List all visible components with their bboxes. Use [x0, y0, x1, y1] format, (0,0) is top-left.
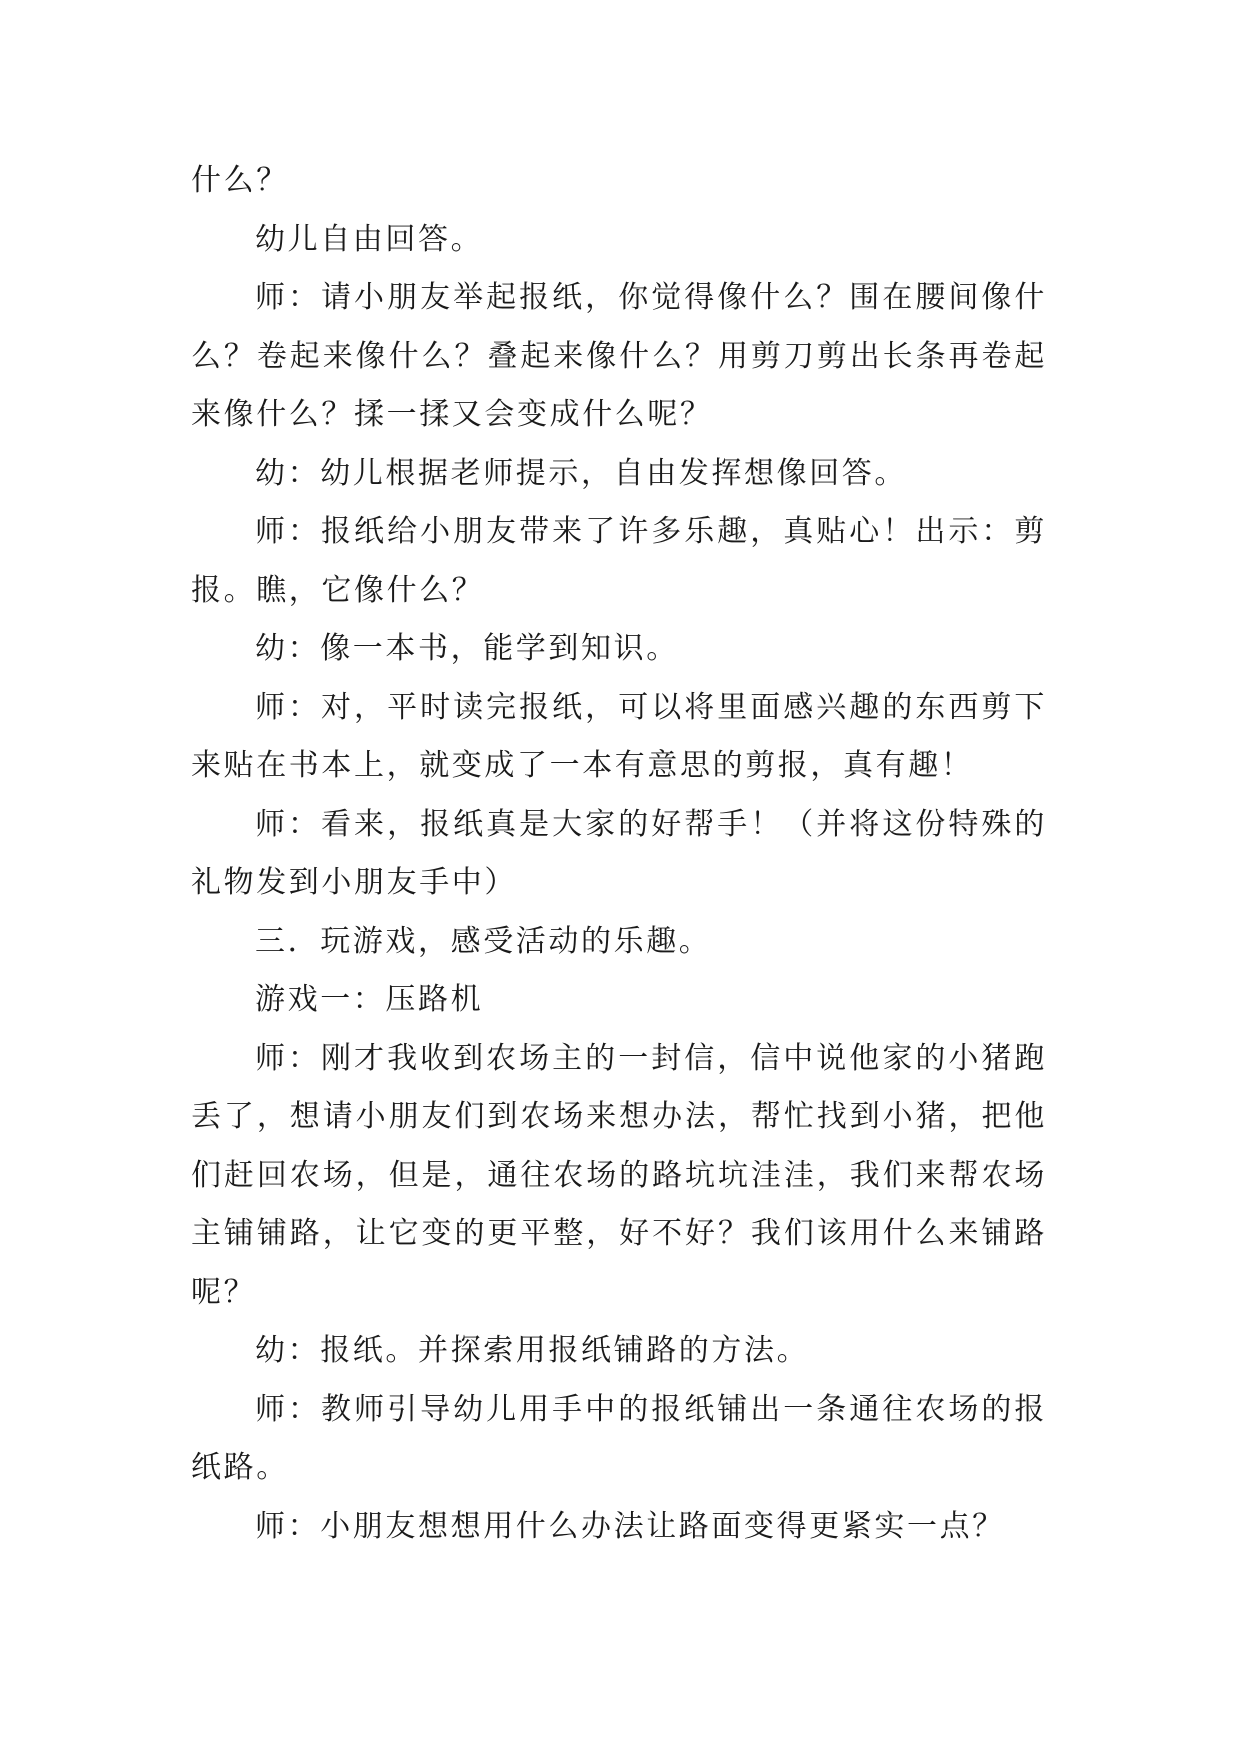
- paragraph-teacher-clipping-explain: 师：对，平时读完报纸，可以将里面感兴趣的东西剪下来贴在书本上，就变成了一本有意思的剪报，真有趣！: [191, 689, 1047, 783]
- paragraph-child-book: 幼：像一本书，能学到知识。: [255, 631, 679, 666]
- paragraph-continuation: 什么？: [191, 163, 289, 198]
- document-body: [191, 152, 1047, 1556]
- paragraph-child-answer: 幼儿自由回答。: [255, 221, 484, 257]
- game-title-roller: 游戏一：压路机: [255, 982, 484, 1017]
- paragraph-teacher-helper: 师：看来，报纸真是大家的好帮手！（并将这份特殊的礼物发到小朋友手中）: [191, 806, 1047, 900]
- section-heading-games: 三．玩游戏，感受活动的乐趣。: [255, 923, 712, 959]
- paragraph-teacher-firm-road: 师：小朋友想想用什么办法让路面变得更紧实一点？: [255, 1508, 1005, 1544]
- paragraph-teacher-question: 师：请小朋友举起报纸，你觉得像什么？围在腰间像什么？卷起来像什么？叠起来像什么？用剪刀剪出长条再卷起来像什么？揉一揉又会变成什么呢？: [191, 280, 1047, 432]
- paragraph-teacher-guide: 师：教师引导幼儿用手中的报纸铺出一条通往农场的报纸路。: [191, 1391, 1047, 1485]
- paragraph-teacher-clipping: 师：报纸给小朋友带来了许多乐趣，真贴心！出示：剪报。瞧，它像什么？: [191, 514, 1047, 608]
- paragraph-child-newspaper: 幼：报纸。并探索用报纸铺路的方法。: [255, 1333, 810, 1368]
- paragraph-child-imagine: 幼：幼儿根据老师提示，自由发挥想像回答。: [255, 455, 907, 491]
- paragraph-teacher-farm-story: 师：刚才我收到农场主的一封信，信中说他家的小猪跑丢了，想请小朋友们到农场来想办法，帮忙找到小猪，把他们赶回农场，但是，通往农场的路坑坑洼洼，我们来帮农场主铺铺路，让它变的更平整，好不好？我们该用什么来铺路呢？: [191, 1040, 1047, 1310]
